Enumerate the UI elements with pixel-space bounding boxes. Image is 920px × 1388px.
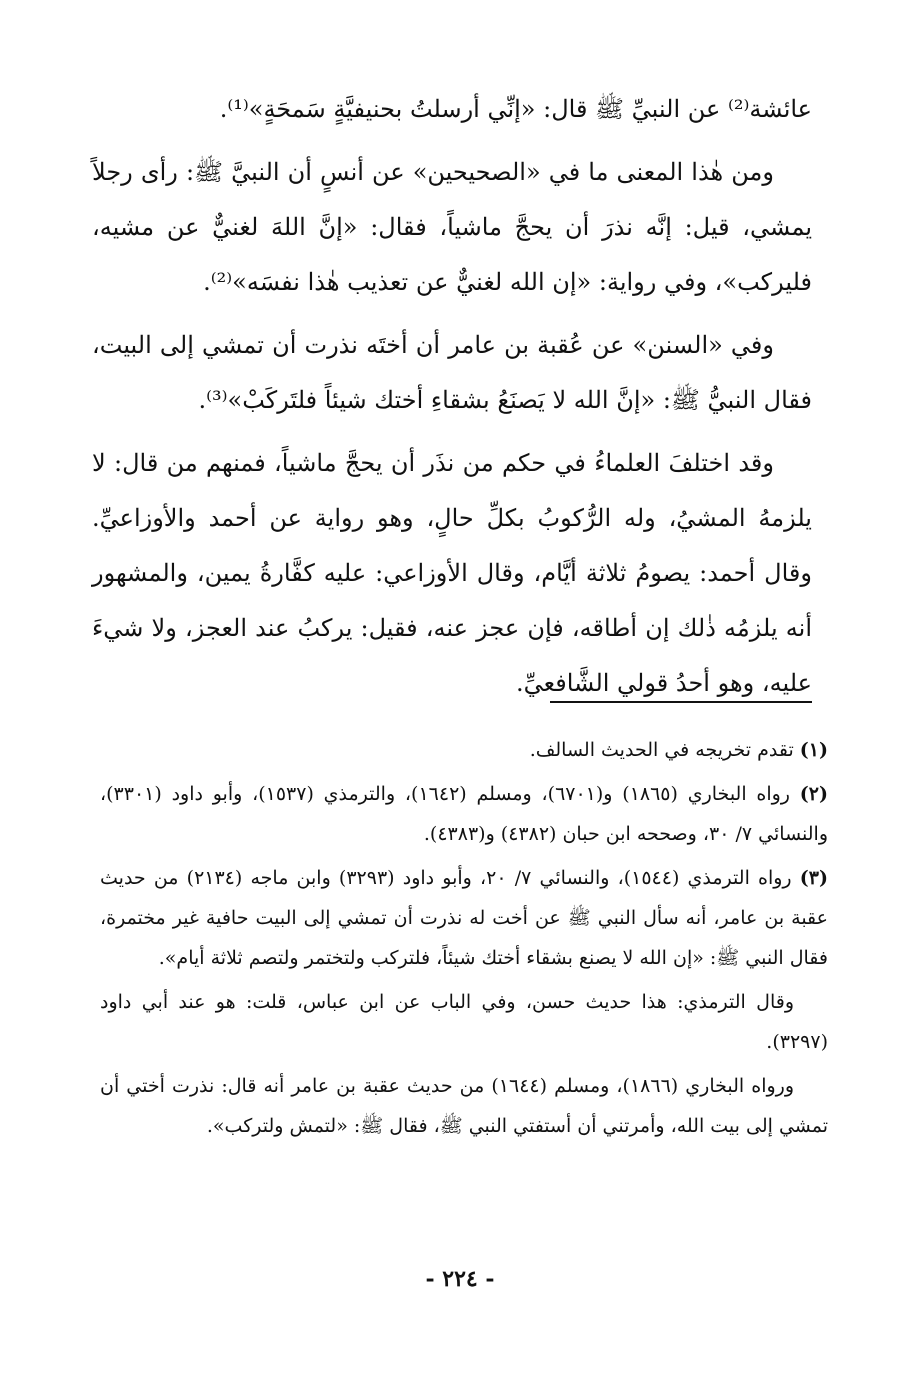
footnote-text: رواه البخاري (١٨٦٥) و(٦٧٠١)، ومسلم (١٦٤٢)، والترمذي (١٥٣٧)، وأبو داود (٣٣٠١)، والنسائي ٧/ ٣٠، وصححه ابن حبان (٤٣٨٢) و(٤٣٨٣). [100,783,828,845]
paragraph: وفي «السنن» عن عُقبة بن عامر أن أختَه نذرت أن تمشي إلى البيت، فقال النبيُّ ﷺ: «إنَّ الله لا يَصنَعُ بشقاءِ أختك شيئاً فلتَركَبْ»⁽³⁾. [92,331,812,414]
footnote-separator [550,701,812,703]
footnotes [100,730,828,1150]
footnote-number: (٢) [799,783,828,805]
footnote-note: ورواه البخاري (١٨٦٦)، ومسلم (١٦٤٤) من حديث عقبة بن عامر أنه قال: نذرت أختي أن تمشي إلى بيت الله، وأمرتني أن أستفتي النبي ﷺ، فقال ﷺ: «لتمش ولتركب». [100,1075,828,1137]
footnote [100,730,828,770]
paragraph: عائشة⁽²⁾ عن النبيِّ ﷺ قال: «إنِّي أرسلتُ بحنيفيَّةٍ سَمحَةٍ»⁽¹⁾. [219,95,812,123]
footnote-number: (١) [799,739,828,761]
paragraph: وقد اختلفَ العلماءُ في حكم من نذَر أن يحجَّ ماشياً، فمنهم من قال: لا يلزمهُ المشيُ، وله الرُّكوبُ بكلِّ حالٍ، وهو رواية عن أحمد والأوزاعيِّ. وقال أحمد: يصومُ ثلاثة أيَّام، وقال الأوزاعي: عليه كفَّارةُ يمين، والمشهور أنه يلزمُه ذٰلك إن أطاقه، فإن عجز عنه، فقيل: يركبُ عند العجز، ولا شيءَ عليه، وهو أحدُ قولي الشَّافعيِّ. [92,449,812,697]
footnote-note: وقال الترمذي: هذا حديث حسن، وفي الباب عن ابن عباس، قلت: هو عند أبي داود (٣٢٩٧). [100,991,828,1053]
footnote [100,774,828,854]
footnote-text: رواه الترمذي (١٥٤٤)، والنسائي ٧/ ٢٠، وأبو داود (٣٢٩٣) وابن ماجه (٢١٣٤) من حديث عقبة بن عامر، أنه سأل النبي ﷺ عن أخت له نذرت أن تمشي إلى البيت حافية غير مختمرة، فقال النبي ﷺ: «إن الله لا يصنع بشقاء أختك شيئاً، فلتركب ولتختمر ولتصم ثلاثة أيام». [100,867,828,969]
main-text [92,82,812,719]
page-number: - ٢٢٤ - [425,1266,495,1292]
footnote [100,858,828,978]
footnote-text: تقدم تخريجه في الحديث السالف. [529,739,794,761]
footnote-number: (٣) [799,867,828,889]
paragraph: ومن هٰذا المعنى ما في «الصحيحين» عن أنسٍ أن النبيَّ ﷺ: رأى رجلاً يمشي، قيل: إنَّه نذرَ أن يحجَّ ماشياً، فقال: «إنَّ اللهَ لغنيٌّ عن مشيه، فليركب»، وفي رواية: «إن الله لغنيٌّ عن تعذيب هٰذا نفسَه»⁽²⁾. [92,158,812,296]
